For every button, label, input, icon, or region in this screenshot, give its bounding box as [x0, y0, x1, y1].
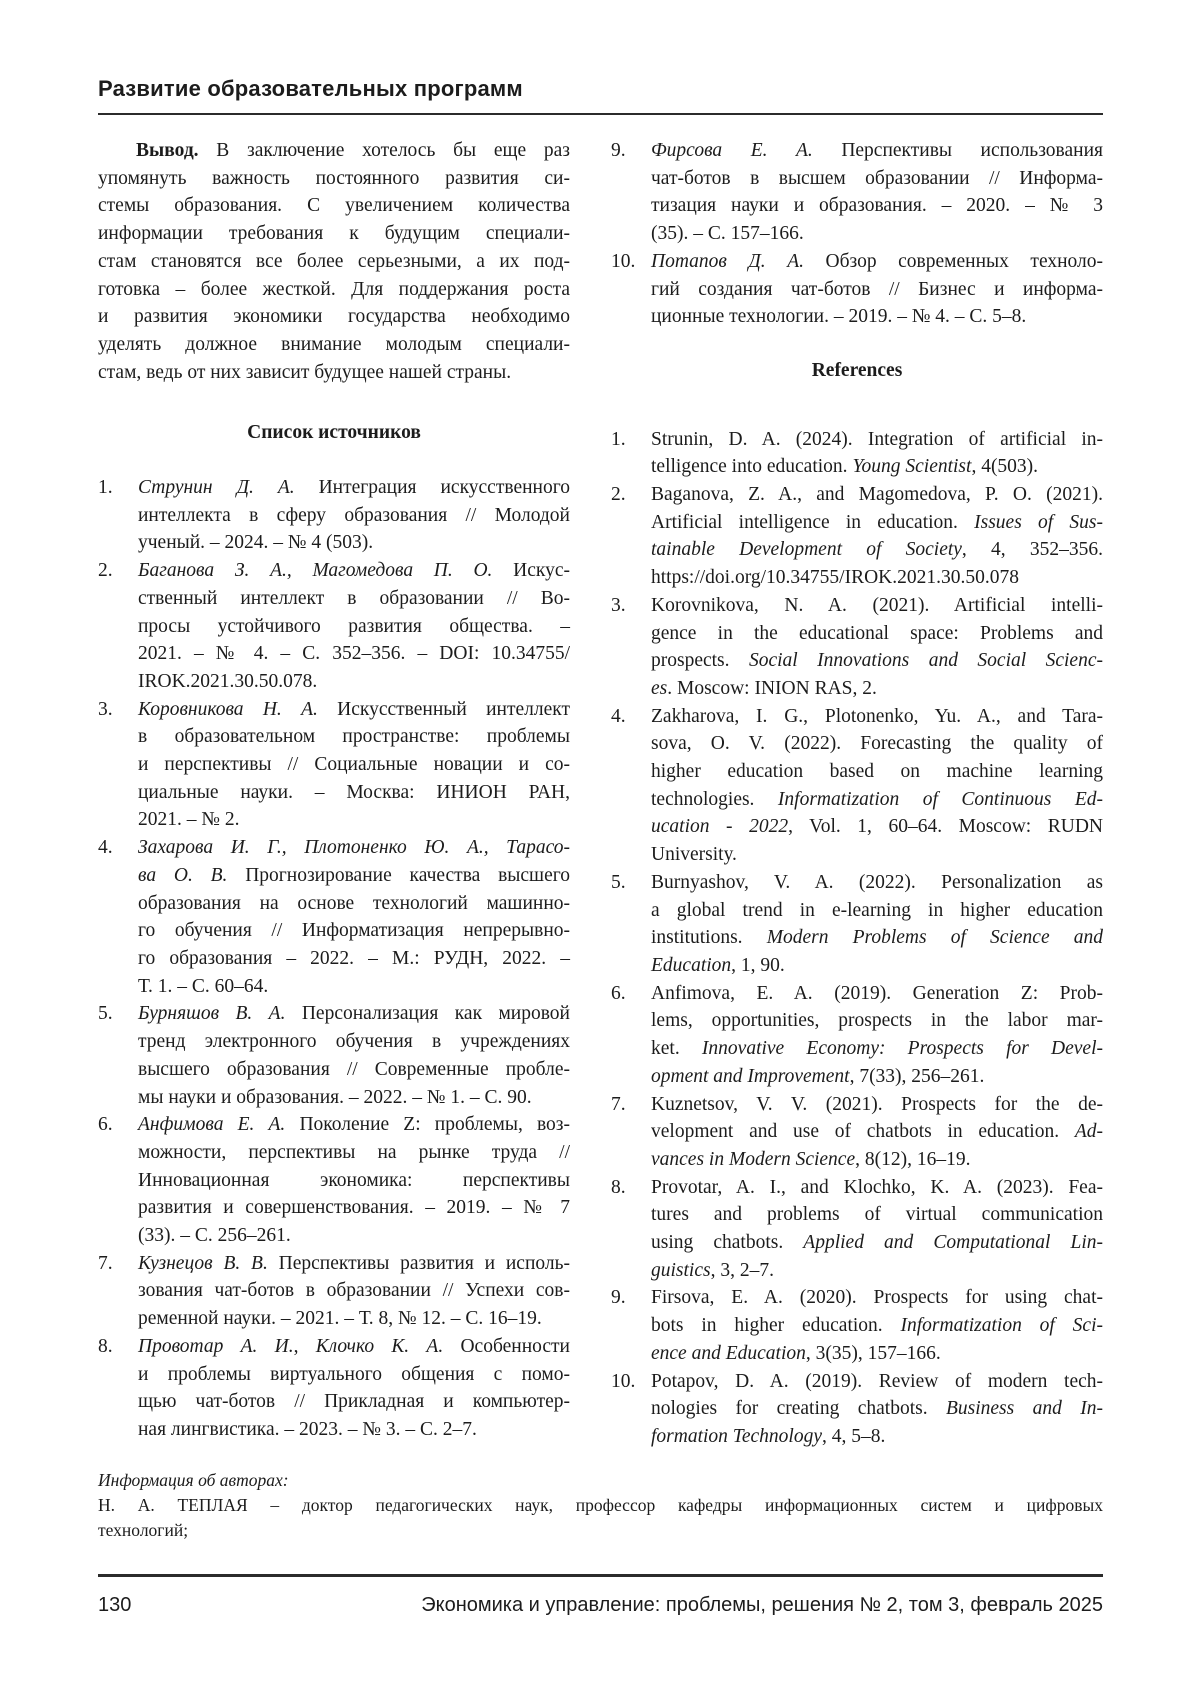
text-line: Струнин Д. А. Интеграция искусственного [138, 477, 570, 499]
item-number: 4. [611, 705, 626, 727]
text-line: Кузнецов В. В. Перспективы развития и исполь- [138, 1252, 570, 1274]
item-text [651, 1284, 1103, 1367]
text-line: Provotar, A. I., and Klochko, K. A. (2023). Fea- [651, 1176, 1103, 1198]
text-line: formation Technology, 4, 5–8. [651, 1425, 886, 1447]
journal-footer-title: Экономика и управление: проблемы, решения № 2, том 3, февраль 2025 [421, 1593, 1103, 1616]
item-number: 9. [611, 1287, 626, 1309]
reference-item [611, 1091, 1103, 1174]
header-rule [98, 113, 1103, 115]
text-line: Баганова З. А., Магомедова П. О. Искус- [138, 560, 570, 582]
right-column [611, 137, 1103, 1451]
text-line: Zakharova, I. G., Plotonenko, Yu. A., and Tara- [651, 705, 1103, 727]
authors-info-heading: Информация об авторах: [98, 1469, 289, 1490]
text-line: Firsova, E. A. (2020). Prospects for using chat- [651, 1287, 1103, 1309]
item-text [651, 137, 1103, 248]
text-line: opment and Improvement, 7(33), 256–261. [651, 1065, 985, 1087]
text-line: го обучения // Информатизация непрерывно- [138, 920, 570, 942]
item-text [138, 557, 570, 696]
text-line: ucation - 2022, Vol. 1, 60–64. Moscow: RUDN [651, 816, 1103, 838]
reference-item [611, 592, 1103, 703]
reference-item [98, 1111, 570, 1250]
text-line: высшего образования // Современные пробле- [138, 1058, 570, 1080]
item-text [651, 592, 1103, 703]
text-line: Strunin, D. A. (2024). Integration of artificial in- [651, 428, 1103, 450]
text-line: образования на основе технологий машинно- [138, 892, 570, 914]
running-header: Развитие образовательных программ [98, 76, 523, 101]
text-line: можности, перспективы на рынке труда // [138, 1141, 570, 1163]
text-line: стам, ведь от них зависит будущее нашей страны. [98, 361, 512, 383]
text-line: развития и совершенствования. – 2019. – № 7 [138, 1197, 570, 1219]
text-line: Kuznetsov, V. V. (2021). Prospects for the de- [651, 1093, 1103, 1115]
references-heading: References [811, 359, 903, 381]
text-line: Анфимова Е. А. Поколение Z: проблемы, воз- [138, 1114, 570, 1136]
sources-list-continued [611, 137, 1103, 331]
text-line: ременной науки. – 2021. – Т. 8, № 12. – С. 16–19. [138, 1308, 542, 1330]
text-line: ученый. – 2024. – № 4 (503). [138, 532, 374, 554]
reference-item [611, 248, 1103, 331]
item-number: 2. [611, 484, 626, 506]
text-line: Education, 1, 90. [651, 954, 785, 976]
left-column [98, 137, 570, 1451]
reference-item [98, 696, 570, 835]
sources-heading: Список источников [247, 422, 421, 444]
text-line: просы устойчивого развития общества. – [138, 615, 570, 637]
item-text [651, 1174, 1103, 1285]
text-line: упомянуть важность постоянного развития си- [98, 167, 570, 189]
item-number: 5. [98, 1003, 113, 1025]
text-line: nologies for creating chatbots. Business and In- [651, 1398, 1103, 1420]
text-line: technologies. Informatization of Continuous Ed- [651, 788, 1103, 810]
sources-list [98, 474, 570, 1444]
text-line: го образования – 2022. – М.: РУДН, 2022. – [138, 947, 570, 969]
reference-item [611, 426, 1103, 481]
text-line: using chatbots. Applied and Computational Lin- [651, 1232, 1103, 1254]
reference-item [611, 481, 1103, 592]
text-line: institutions. Modern Problems of Science and [651, 927, 1103, 949]
text-line: и проблемы виртуального общения с помо- [138, 1363, 570, 1385]
text-line: Korovnikova, N. A. (2021). Artificial intelli- [651, 594, 1103, 616]
text-line: lems, opportunities, prospects in the labor mar- [651, 1010, 1103, 1032]
reference-item [611, 137, 1103, 248]
references-list [611, 426, 1103, 1451]
text-line: velopment and use of chatbots in education. Ad- [651, 1121, 1103, 1143]
text-line: щью чат-ботов // Прикладная и компьютер- [138, 1391, 570, 1413]
text-line: и перспективы // Социальные новации и со- [138, 754, 570, 776]
item-number: 3. [611, 594, 626, 616]
text-line: higher education based on machine learning [651, 761, 1103, 783]
text-line: University. [651, 844, 737, 866]
item-number: 1. [98, 477, 113, 499]
text-line: prospects. Social Innovations and Social Scienc- [651, 650, 1103, 672]
text-line: Anfimova, E. A. (2019). Generation Z: Prob- [651, 982, 1103, 1004]
text-line: ная лингвистика. – 2023. – № 3. – С. 2–7. [138, 1418, 477, 1440]
text-line: зования чат-ботов в образовании // Успехи сов- [138, 1280, 570, 1302]
item-text [651, 703, 1103, 869]
item-text [651, 481, 1103, 592]
text-line: Инновационная экономика: перспективы [138, 1169, 570, 1191]
text-line: Бурняшов В. А. Персонализация как мировой [138, 1003, 570, 1025]
text-line: интеллекта в сферу образования // Молодой [138, 504, 570, 526]
footer-rule [98, 1574, 1103, 1577]
text-line: готовка – более жесткой. Для поддержания роста [98, 278, 570, 300]
reference-item [98, 1000, 570, 1111]
text-line: информации требования к будущим специали- [98, 223, 570, 245]
text-line: уделять должное внимание молодым специали- [98, 333, 570, 355]
text-line: Фирсова Е. А. Перспективы использования [651, 140, 1103, 161]
text-line: ственный интеллект в образовании // Во- [138, 587, 570, 609]
text-line: Artificial intelligence in education. Issues of Sus- [651, 511, 1103, 533]
item-text [651, 1091, 1103, 1174]
text-line: тизация науки и образования. – 2020. – № 3 [651, 195, 1103, 217]
item-number: 7. [98, 1252, 113, 1274]
item-text [138, 1250, 570, 1333]
page-number: 130 [98, 1593, 132, 1616]
item-number: 6. [611, 982, 626, 1004]
item-number: 5. [611, 871, 626, 893]
text-line: ва О. В. Прогнозирование качества высшего [138, 864, 570, 886]
text-line: https://doi.org/10.34755/IROK.2021.30.50.078 [651, 567, 1019, 589]
text-line: мы науки и образования. – 2022. – № 1. – С. 90. [138, 1086, 532, 1108]
item-number: 3. [98, 698, 113, 720]
text-line: (33). – С. 256–261. [138, 1225, 291, 1247]
two-column-body [98, 137, 1103, 1451]
text-line: bots in higher education. Informatization of Sci- [651, 1315, 1103, 1337]
text-line: в образовательном пространстве: проблемы [138, 726, 570, 748]
reference-item [611, 869, 1103, 980]
text-line: тренд электронного обучения в учреждениях [138, 1031, 570, 1053]
item-text [651, 980, 1103, 1091]
text-line: es. Moscow: INION RAS, 2. [651, 677, 877, 699]
item-text [138, 696, 570, 835]
item-number: 2. [98, 560, 113, 582]
item-number: 7. [611, 1093, 626, 1115]
text-line: Baganova, Z. A., and Magomedova, P. O. (2021). [651, 484, 1103, 506]
text-line: Потапов Д. А. Обзор современных техноло- [651, 250, 1103, 272]
item-text [651, 1368, 1103, 1451]
text-line: vances in Modern Science, 8(12), 16–19. [651, 1148, 971, 1170]
text-line: IROK.2021.30.50.078. [138, 670, 318, 692]
text-line: и развития экономики государства необходимо [98, 306, 570, 328]
item-number: 9. [611, 140, 626, 161]
reference-item [98, 834, 570, 1000]
item-text [138, 1333, 570, 1444]
text-line: a global trend in e-learning in higher education [651, 899, 1103, 921]
text-line: Burnyashov, V. A. (2022). Personalization as [651, 871, 1103, 893]
reference-item [611, 703, 1103, 869]
text-line: циальные науки. – Москва: ИНИОН РАН, [138, 781, 570, 803]
text-line: telligence into education. Young Scientist, 4(503). [651, 456, 1039, 478]
reference-item [611, 980, 1103, 1091]
item-number: 6. [98, 1114, 113, 1136]
text-line: технологий; [98, 1519, 189, 1540]
text-line: стам становятся все более серьезными, а их под- [98, 250, 570, 272]
item-number: 10. [611, 250, 636, 272]
page-footer [98, 1593, 1103, 1617]
reference-item [98, 474, 570, 557]
text-line: gence in the educational space: Problems and [651, 622, 1103, 644]
reference-item [611, 1368, 1103, 1451]
reference-item [98, 1333, 570, 1444]
text-line: гий создания чат-ботов // Бизнес и информа- [651, 278, 1103, 300]
item-number: 8. [611, 1176, 626, 1198]
item-text [651, 869, 1103, 980]
item-text [138, 834, 570, 1000]
item-text [651, 426, 1103, 481]
text-line: ционные технологии. – 2019. – № 4. – С. 5–8. [651, 306, 1027, 328]
text-line: ket. Innovative Economy: Prospects for Devel- [651, 1038, 1103, 1060]
text-line: 2021. – № 2. [138, 809, 240, 831]
text-line: Н. А. ТЕПЛАЯ – доктор педагогических наук, профессор кафедры информационных систем и цифровых [98, 1494, 1103, 1515]
text-line: 2021. – № 4. – С. 352–356. – DOI: 10.34755/ [138, 643, 570, 665]
text-line: Т. 1. – С. 60–64. [138, 975, 269, 997]
authors-info [98, 1468, 1103, 1543]
text-line: (35). – С. 157–166. [651, 223, 804, 245]
item-number: 4. [98, 837, 113, 859]
reference-item [98, 557, 570, 696]
reference-item [98, 1250, 570, 1333]
conclusion-paragraph [98, 137, 570, 386]
text-line: ence and Education, 3(35), 157–166. [651, 1342, 941, 1364]
text-line: Potapov, D. A. (2019). Review of modern tech- [651, 1370, 1103, 1392]
text-line: sova, O. V. (2022). Forecasting the quality of [651, 733, 1103, 755]
reference-item [611, 1174, 1103, 1285]
text-line: tainable Development of Society, 4, 352–356. [651, 539, 1103, 561]
reference-item [611, 1284, 1103, 1367]
text-line: Коровникова Н. А. Искусственный интеллект [138, 698, 570, 720]
text-line: Вывод. В заключение хотелось бы еще раз [136, 140, 570, 161]
item-number: 8. [98, 1335, 113, 1357]
item-text [138, 474, 570, 557]
text-line: стемы образования. С увеличением количества [98, 195, 570, 217]
text-line: чат-ботов в высшем образовании // Информа- [651, 167, 1103, 189]
text-line: Захарова И. Г., Плотоненко Ю. А., Тарасо- [138, 837, 570, 859]
text-line: Провотар А. И., Клочко К. А. Особенности [138, 1335, 570, 1357]
item-text [138, 1111, 570, 1250]
item-number: 10. [611, 1370, 636, 1392]
text-line: guistics, 3, 2–7. [651, 1259, 774, 1281]
authors-info-body [98, 1493, 1103, 1543]
text-line: tures and problems of virtual communication [651, 1204, 1103, 1226]
item-number: 1. [611, 428, 626, 450]
item-text [651, 248, 1103, 331]
item-text [138, 1000, 570, 1111]
